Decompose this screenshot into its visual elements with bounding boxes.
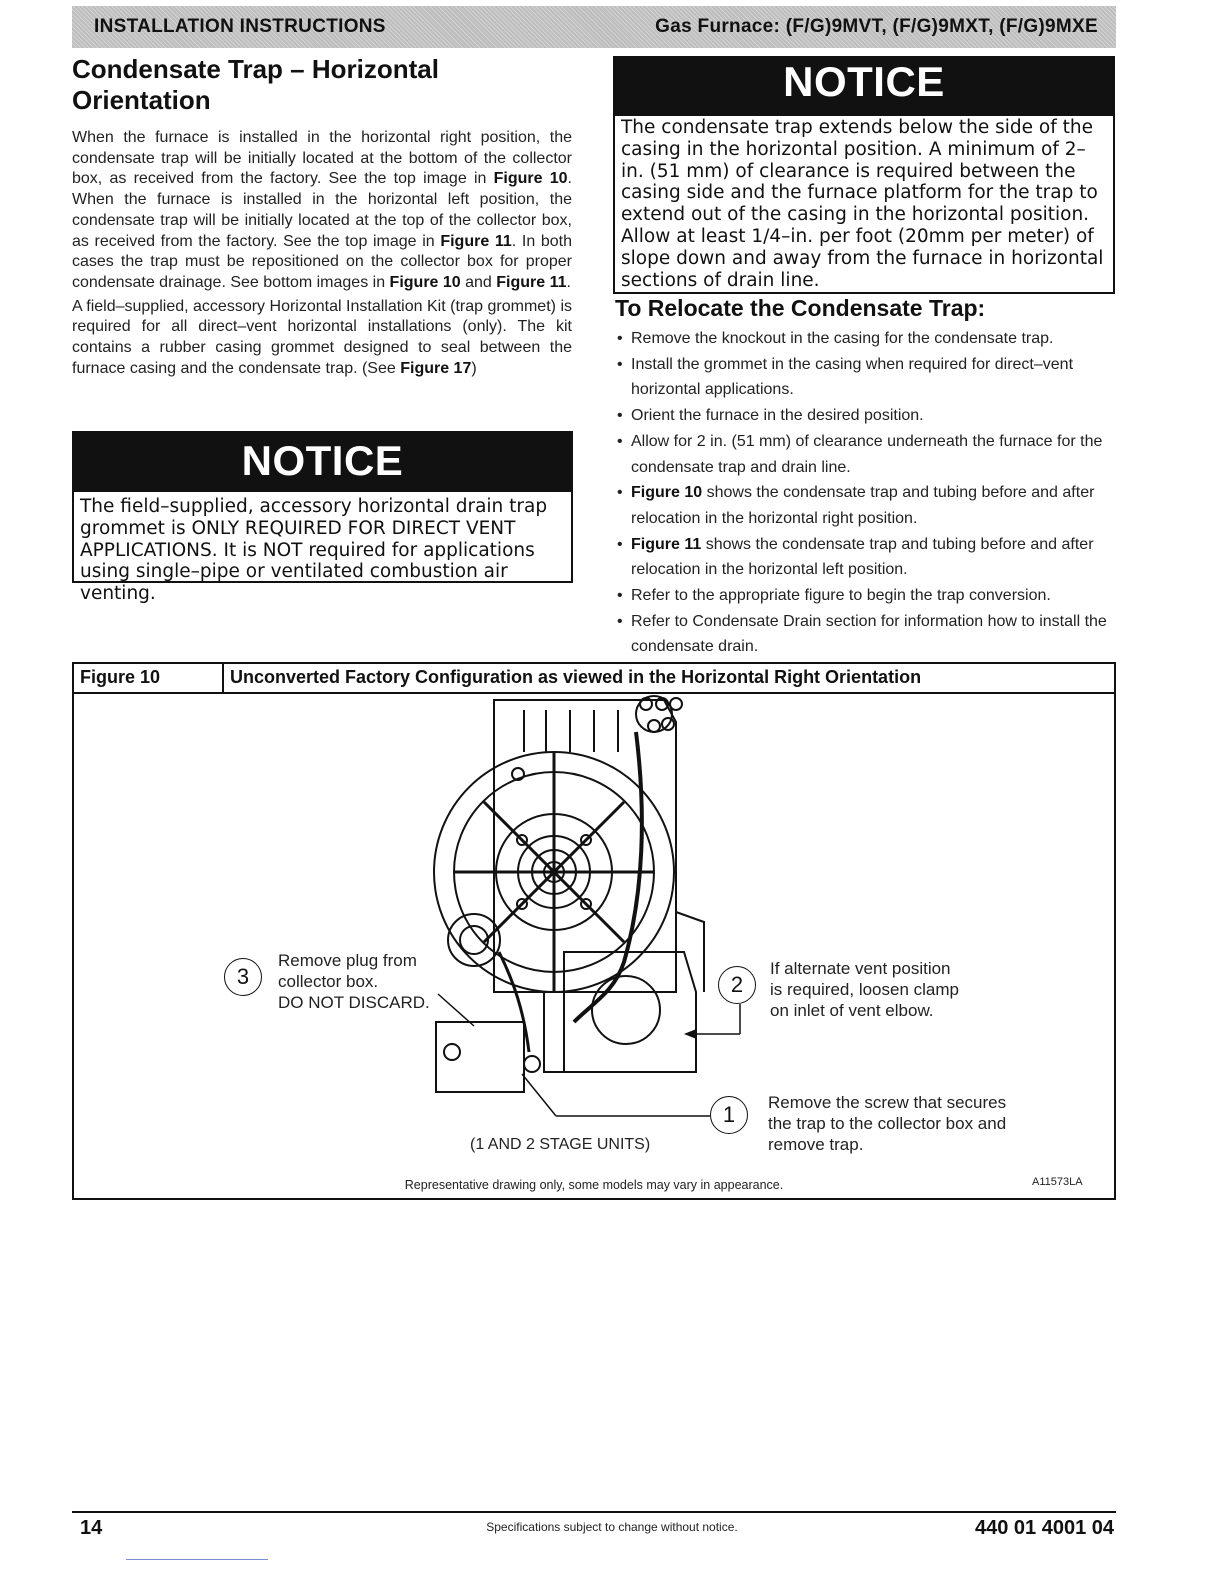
list-item: • Install the grommet in the casing when required for direct–vent horizontal applications.: [615, 352, 1115, 403]
callout-3-text: Remove plug from collector box. DO NOT DISCARD.: [278, 951, 430, 1012]
figure-11-reference: Figure 11: [496, 273, 567, 291]
callout-1-marker: 1: [710, 1096, 748, 1134]
header-product-title: Gas Furnace: (F/G)9MVT, (F/G)9MXT, (F/G)9MXE: [655, 16, 1098, 37]
callout-2-marker: 2: [718, 966, 756, 1004]
list-item: • Remove the knockout in the casing for the condensate trap.: [615, 326, 1115, 352]
notice-body: The condensate trap extends below the side of the casing in the horizontal position. A minimum of 2–in. (51 mm) of clearance is required between the casing side and the furnace platform for the trap to extend out of the casing in the horizontal position. Allow at least 1/4–in. per foot (20mm per meter) of slope down and away from the furnace in horizontal sections of drain line.: [621, 117, 1104, 291]
paragraph-orientation: When the furnace is installed in the horizontal right position, the condensate trap will be initially located at the bottom of the collector box, as received from the factory. See the top image in Figure 10. When the furnace is installed in the horizontal left position, the condensate trap will be initially located at the top of the collector box, as received from the factory. See the top image in Figure 11. In both cases the trap must be repositioned on the collector box for proper condensate drainage. See bottom images in Figure 10 and Figure 11.: [72, 129, 573, 291]
figure-code: A11573LA: [1032, 1176, 1083, 1188]
footer-divider: [72, 1511, 1116, 1513]
figure-11-reference: Figure 11: [440, 232, 512, 250]
list-item: • Refer to Condensate Drain section for information how to install the condensate drain.: [615, 609, 1115, 660]
notice-box-clearance: [613, 56, 1115, 294]
document-number: 440 01 4001 04: [974, 1517, 1114, 1539]
relocate-title: To Relocate the Condensate Trap:: [615, 295, 986, 321]
figure-caption: Representative drawing only, some models may vary in appearance.: [404, 1178, 784, 1192]
relocate-steps: [615, 326, 1115, 660]
footer-note: Specifications subject to change without notice.: [486, 1520, 738, 1534]
list-item: • Refer to the appropriate figure to begin the trap conversion.: [615, 583, 1115, 609]
units-label: (1 AND 2 STAGE UNITS): [470, 1136, 651, 1153]
callout-3-marker: 3: [224, 958, 262, 996]
section-title: Condensate Trap – Horizontal Orientation: [72, 54, 439, 115]
callout-1-text: Remove the screw that secures the trap to the collector box and remove trap.: [768, 1093, 1007, 1154]
list-item: • Orient the furnace in the desired position.: [615, 403, 1115, 429]
paragraph-kit: A field–supplied, accessory Horizontal Installation Kit (trap grommet) is required for all direct–vent horizontal installations (only). The kit contains a rubber casing grommet designed to seal between the furnace casing and the condensate trap. (See Figure 17): [72, 297, 572, 377]
list-item: • Figure 10 shows the condensate trap and tubing before and after relocation in the horizontal right position.: [615, 480, 1115, 531]
page-header: [72, 6, 1116, 48]
figure-10-reference: Figure 10: [389, 273, 461, 291]
figure-10-reference: Figure 10: [493, 170, 568, 188]
notice-box-grommet: [72, 431, 573, 605]
list-item: • Allow for 2 in. (51 mm) of clearance underneath the furnace for the condensate trap and drain line.: [615, 429, 1115, 480]
list-item: • Figure 11 shows the condensate trap and tubing before and after relocation in the horizontal left position.: [615, 532, 1115, 583]
relocate-section: [615, 294, 1115, 660]
notice-body: The field–supplied, accessory horizontal drain trap grommet is ONLY REQUIRED FOR DIRECT VENT APPLICATIONS. It is NOT required for applications using single–pipe or ventilated combustion air venting.: [80, 496, 548, 605]
left-column: [72, 54, 572, 382]
page-number: 14: [80, 1517, 103, 1539]
figure-17-reference: Figure 17: [400, 359, 472, 377]
decorative-rule: [126, 1559, 268, 1560]
notice-heading: NOTICE: [74, 433, 571, 492]
figure-label: Figure 10: [74, 664, 224, 692]
header-section-title: INSTALLATION INSTRUCTIONS: [94, 16, 386, 37]
callout-2-text: If alternate vent position is required, loosen clamp on inlet of vent elbow.: [770, 959, 959, 1020]
figure-10: [72, 662, 1116, 1200]
figure-title: Unconverted Factory Configuration as viewed in the Horizontal Right Orientation: [230, 667, 922, 687]
notice-heading: NOTICE: [615, 58, 1113, 116]
